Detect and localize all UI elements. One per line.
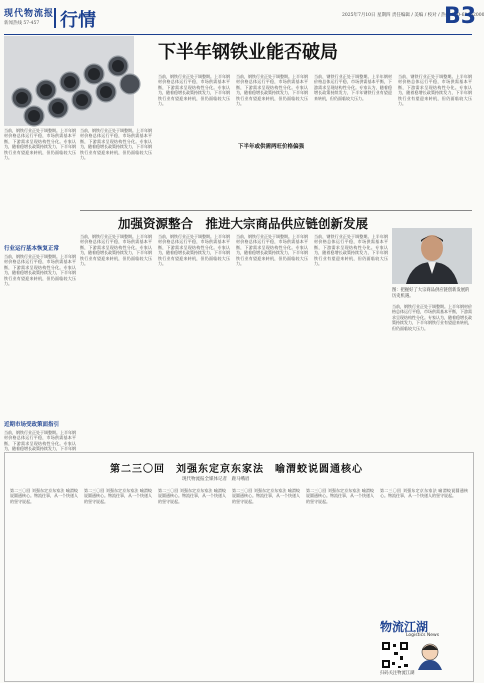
section-bar (54, 8, 56, 28)
novel-col3: 第二三〇回 刘强东定京东家法 喻渭蛟说圆通核心。物流往事，从一个快递人的坚守说起。 (158, 488, 226, 504)
article1-col5: 当前，钢铁行业正处于调整期。上半年钢材价格总体运行平稳，市场供需基本平衡，下游需求呈现结构性分化。专家认为，随着稳增长政策持续发力，下半年钢铁行业有望迎来转机，但仍面临较大压力。 (314, 74, 392, 101)
article1-col6: 当前，钢铁行业正处于调整期。上半年钢材价格总体运行平稳，市场供需基本平衡，下游需求呈现结构性分化。专家认为，随着稳增长政策持续发力，下半年钢铁行业有望迎来转机，但仍面临较大压力。 (398, 74, 472, 107)
article2-col5: 当前，钢铁行业正处于调整期。上半年钢材价格总体运行平稳，市场供需基本平衡，下游需求呈现结构性分化。专家认为，随着稳增长政策持续发力，下半年钢铁行业有望迎来转机，但仍面临较大压力。 (392, 304, 472, 331)
article1-col3: 当前，钢铁行业正处于调整期。上半年钢材价格总体运行平稳，市场供需基本平衡，下游需求呈现结构性分化。专家认为，随着稳增长政策持续发力，下半年钢铁行业有望迎来转机，但仍面临较大压力。 (158, 74, 230, 107)
novel-col5: 第二三〇回 刘强东定京东家法 喻渭蛟说圆通核心。物流往事，从一个快递人的坚守说起。 (306, 488, 374, 504)
paper-name: 现代物流报 (4, 9, 55, 19)
article1-col2: 当前，钢铁行业正处于调整期。上半年钢材价格总体运行平稳，市场供需基本平衡，下游需求呈现结构性分化。专家认为，随着稳增长政策持续发力，下半年钢铁行业有望迎来转机，但仍面临较大压力。 (80, 128, 152, 161)
masthead (4, 4, 484, 35)
novel-col4: 第二三〇回 刘强东定京东家法 喻渭蛟说圆通核心。物流往事，从一个快递人的坚守说起。 (232, 488, 300, 504)
article1-col1b: 当前，钢铁行业正处于调整期。上半年钢材价格总体运行平稳，市场供需基本平衡，下游需求呈现结构性分化。专家认为，随着稳增长政策持续发力，下半年钢铁行业有望迎来转机，但仍面临较大压力。 (4, 254, 76, 287)
avatar-cartoon (414, 640, 446, 670)
novel-byline: 现代物流报全媒体记者 鹿马峨眉 (182, 477, 250, 482)
paper-sub: 新闻热线 57-457 (4, 21, 40, 26)
novel-col6: 第二三〇回 刘强东定京东家法 喻渭蛟说圆通核心。物流往事，从一个快递人的坚守说起。 (380, 488, 468, 499)
article2-col4: 当前，钢铁行业正处于调整期。上半年钢材价格总体运行平稳，市场供需基本平衡，下游需求呈现结构性分化。专家认为，随着稳增长政策持续发力，下半年钢铁行业有望迎来转机，但仍面临较大压力。 (314, 234, 388, 267)
steel-pipes-photo (4, 36, 134, 126)
article2-col3: 当前，钢铁行业正处于调整期。上半年钢材价格总体运行平稳，市场供需基本平衡，下游需求呈现结构性分化。专家认为，随着稳增长政策持续发力，下半年钢铁行业有望迎来转机，但仍面临较大压力。 (236, 234, 308, 267)
novel-col1: 第二三〇回 刘强东定京东家法 喻渭蛟说圆通核心。物流往事，从一个快递人的坚守说起。 (10, 488, 78, 504)
article1-subhead-1: 行业运行基本恢复正常 (4, 246, 60, 252)
portrait-caption: 图：把握好了大宗商品供应链创新发展的历史机遇。 (392, 288, 470, 299)
logo-en: Logistics News (406, 633, 440, 638)
logo-block (380, 618, 468, 674)
logo-name: 物流江湖 (380, 620, 429, 634)
article1-col1c: 当前，钢铁行业正处于调整期。上半年钢材价格总体运行平稳，市场供需基本平衡，下游需求呈现结构性分化。专家认为，随着稳增长政策持续发力，下半年钢 (4, 430, 76, 452)
portrait-photo (392, 228, 472, 284)
article1-col4: 当前，钢铁行业正处于调整期。上半年钢材价格总体运行平稳，市场供需基本平衡，下游需求呈现结构性分化。专家认为，随着稳增长政策持续发力，下半年钢铁行业有望迎来转机，但仍面临较大压力。 (236, 74, 308, 107)
page-number: B3 (444, 4, 477, 29)
novel-col2: 第二三〇回 刘强东定京东家法 喻渭蛟说圆通核心。物流往事，从一个快递人的坚守说起。 (84, 488, 152, 504)
article2-col1: 当前，钢铁行业正处于调整期。上半年钢材价格总体运行平稳，市场供需基本平衡，下游需求呈现结构性分化。专家认为，随着稳增长政策持续发力，下半年钢铁行业有望迎来转机，但仍面临较大压力。 (80, 234, 152, 267)
article1-subhead-2: 下半年或供需两旺价格偏强 (238, 144, 305, 150)
qr-code-icon[interactable] (380, 640, 410, 670)
section-title: 行情 (60, 10, 96, 31)
article1-subhead-3: 近期市场受政策面指引 (4, 422, 60, 428)
article2-headline: 加强资源整合 推进大宗商品供应链创新发展 (118, 216, 369, 231)
article1-headline: 下半年钢铁业能否破局 (158, 42, 338, 63)
article2-col2: 当前，钢铁行业正处于调整期。上半年钢材价格总体运行平稳，市场供需基本平衡，下游需求呈现结构性分化。专家认为，随着稳增长政策持续发力，下半年钢铁行业有望迎来转机，但仍面临较大压力。 (158, 234, 230, 267)
section-divider (80, 210, 472, 211)
logo-caption: 扫码关注物流江湖 (380, 671, 415, 676)
date-info: 2025年7月10日 星期四 责任编辑 / 美编 / 校对 / 热线 010-63452000 (342, 13, 484, 18)
article1-col1: 当前，钢铁行业正处于调整期。上半年钢材价格总体运行平稳，市场供需基本平衡，下游需求呈现结构性分化。专家认为，随着稳增长政策持续发力，下半年钢铁行业有望迎来转机，但仍面临较大压力。 (4, 128, 76, 161)
novel-title: 第二三〇回 刘强东定京东家法 喻渭蛟说圆通核心 (110, 464, 363, 475)
